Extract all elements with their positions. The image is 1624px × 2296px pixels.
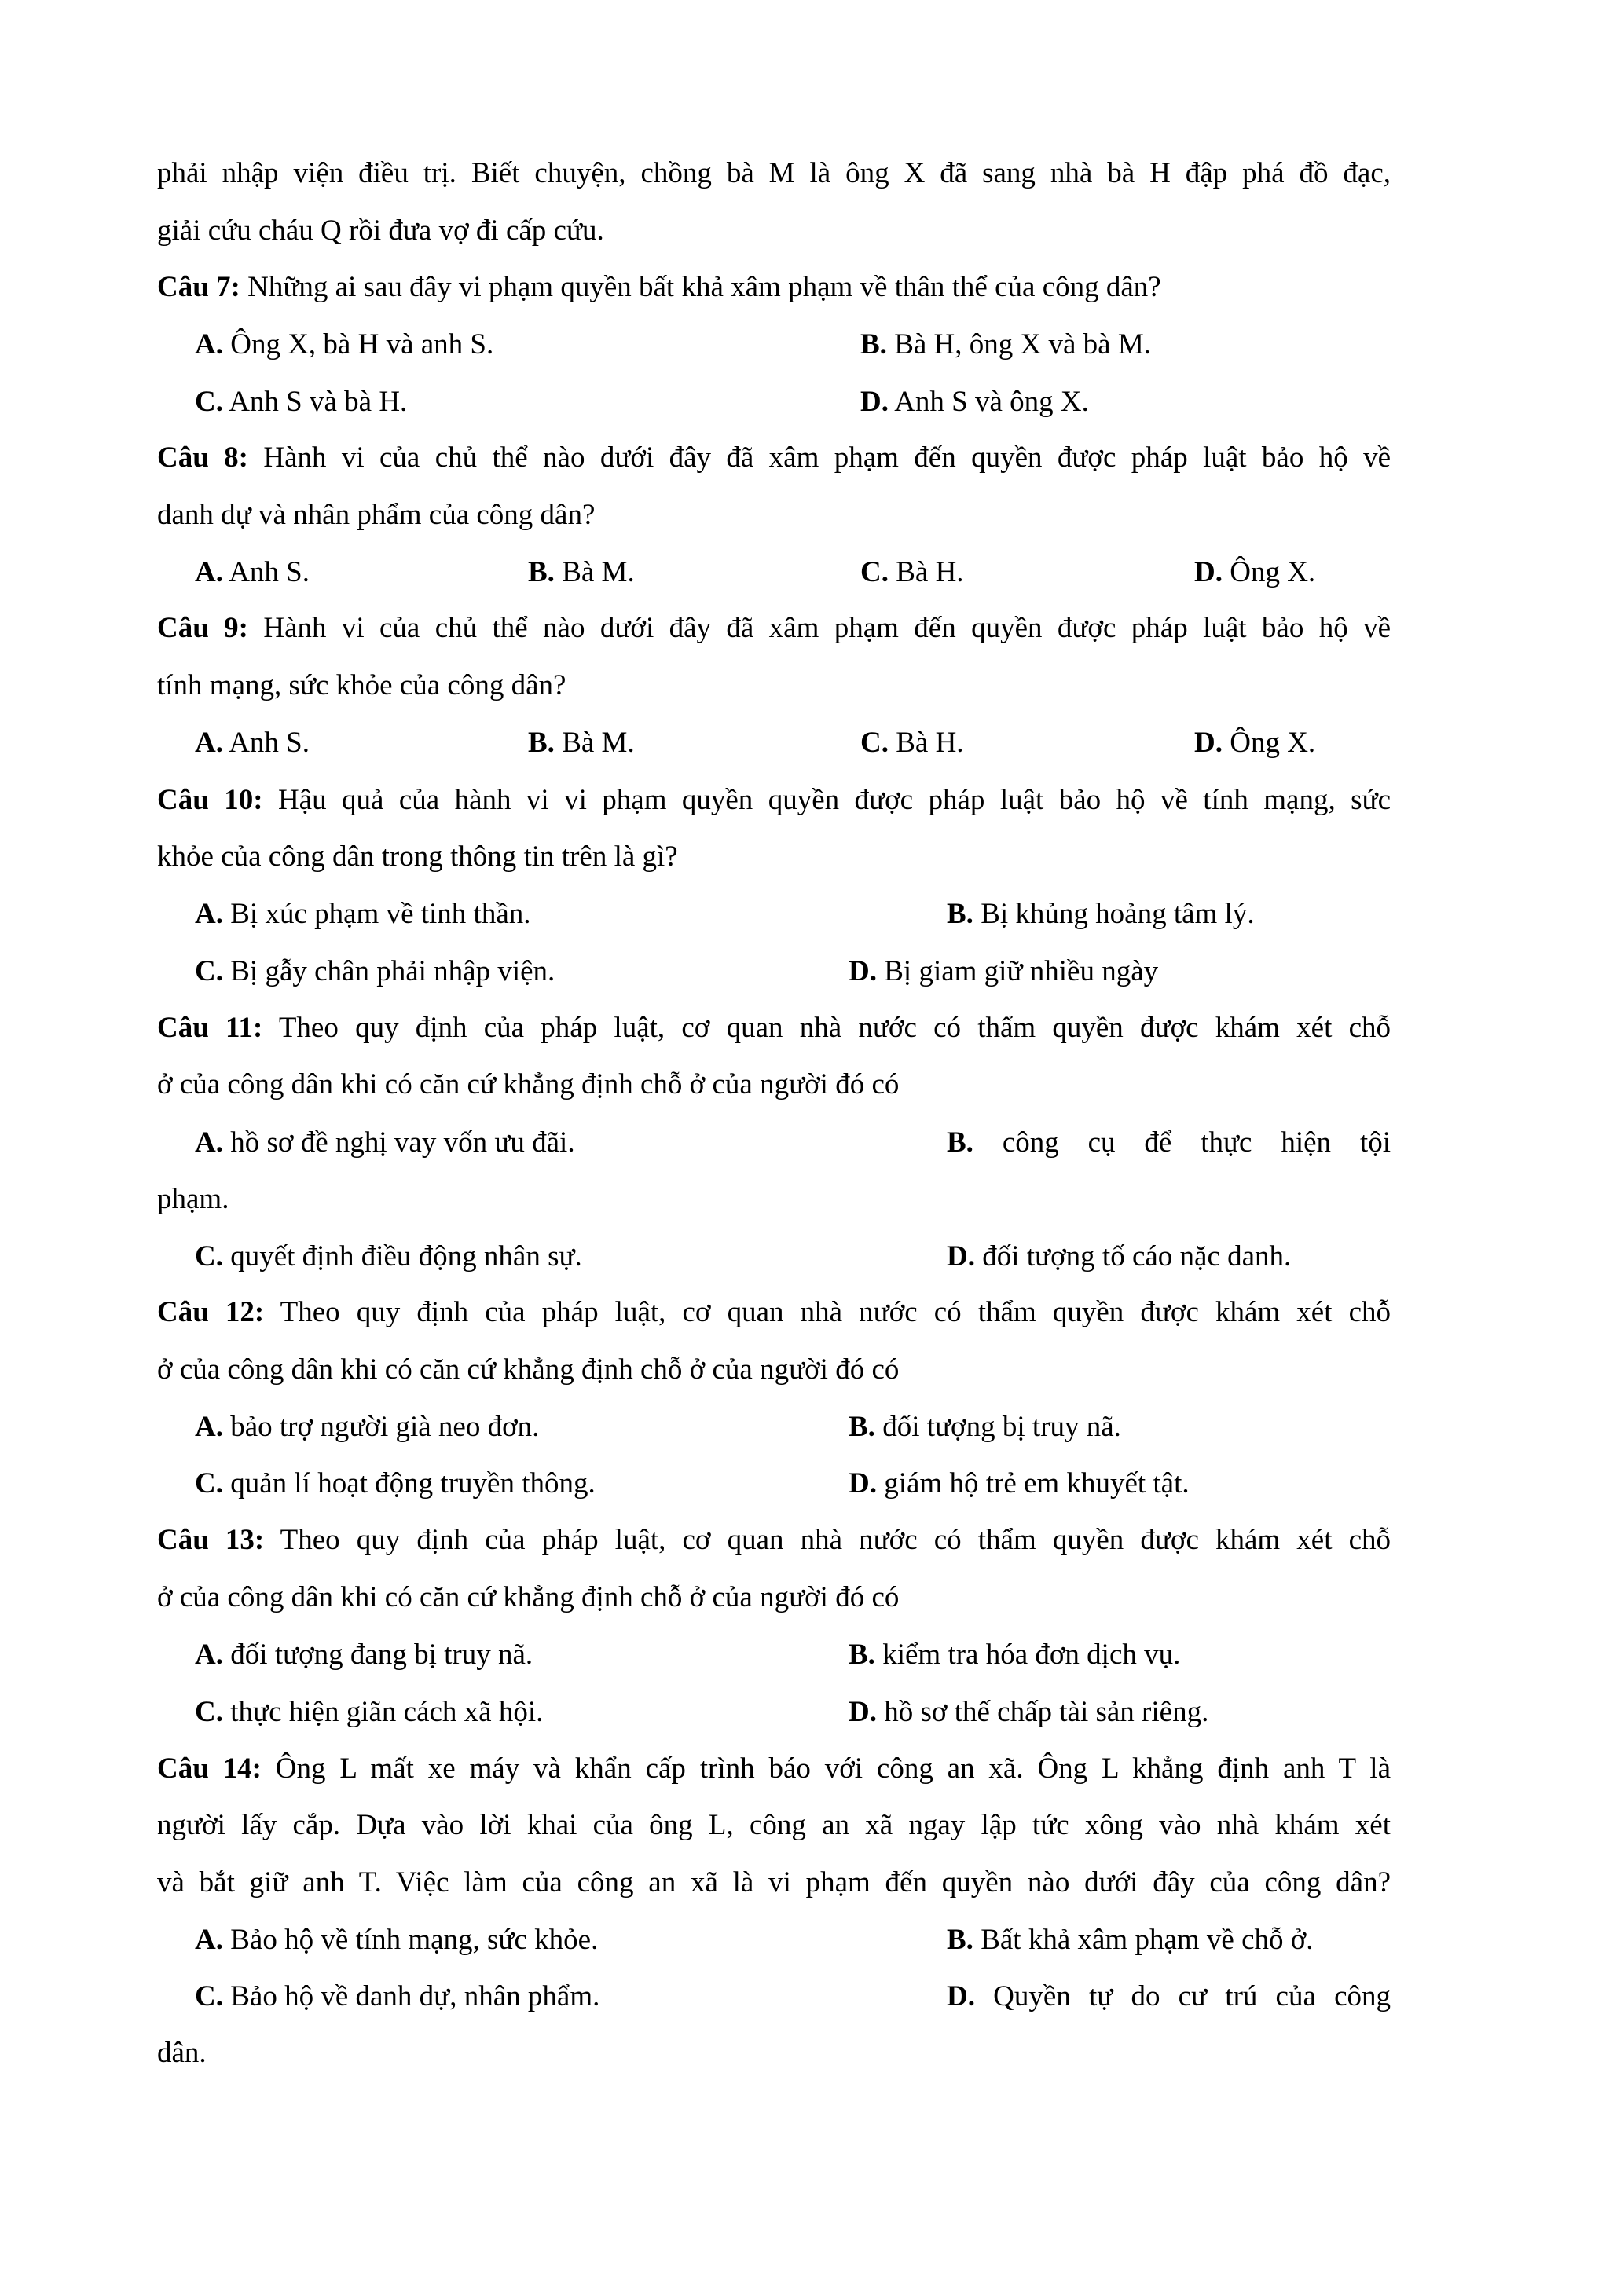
intro-line-2: giải cứu cháu Q rồi đưa vợ đi cấp cứu.: [157, 214, 604, 247]
question-10-line-2: khỏe của công dân trong thông tin trên là gì?: [157, 840, 678, 873]
question-14-line-3: và bắt giữ anh T. Việc làm của công an xã là vi phạm đến quyền nào dưới đây của công dân?: [157, 1866, 1391, 1899]
option-text: Bà M.: [554, 556, 635, 588]
option-8-c: [860, 558, 964, 587]
option-13-a: [195, 1640, 533, 1669]
option-text: Bị gẫy chân phải nhập viện.: [222, 955, 555, 987]
option-letter: C.: [860, 727, 889, 759]
option-letter: D.: [860, 386, 889, 418]
question-text: Theo quy định của pháp luật, cơ quan nhà nước có thẩm quyền được khám xét chỗ: [264, 1524, 1391, 1556]
option-letter: A.: [195, 898, 223, 930]
option-10-b: [947, 899, 1255, 928]
option-letter: C.: [195, 1240, 223, 1273]
option-text: Ông X.: [1222, 727, 1316, 759]
question-8-line-2: danh dự và nhân phẩm của công dân?: [157, 499, 596, 531]
option-letter: D.: [849, 1467, 877, 1500]
option-text: đối tượng đang bị truy nã.: [222, 1639, 533, 1671]
option-13-c: [195, 1697, 543, 1727]
question-label: Câu 12:: [157, 1296, 265, 1328]
question-14: [157, 1754, 1391, 1783]
question-9: [157, 613, 1391, 643]
option-text: Quyền tự do cư trú của công: [974, 1980, 1391, 2012]
option-8-a: [195, 558, 310, 587]
option-11-a: [195, 1128, 575, 1157]
option-text: quyết định điều động nhân sự.: [222, 1240, 582, 1273]
question-12: [157, 1298, 1391, 1327]
option-letter: D.: [1194, 727, 1223, 759]
option-text: đối tượng bị truy nã.: [874, 1411, 1121, 1443]
option-7-b: [860, 330, 1151, 359]
question-14-line-2: người lấy cắp. Dựa vào lời khai của ông L, công an xã ngay lập tức xông vào nhà khám xét: [157, 1809, 1391, 1841]
option-letter: C.: [195, 1696, 223, 1728]
option-text: Bị xúc phạm về tinh thần.: [222, 898, 531, 930]
option-7-d: [860, 387, 1089, 416]
option-text: Anh S.: [222, 556, 310, 588]
option-text: Bà M.: [554, 727, 635, 759]
option-text: Bị khủng hoảng tâm lý.: [973, 898, 1255, 930]
option-letter: A.: [195, 727, 223, 759]
option-letter: A.: [195, 1126, 223, 1159]
question-text: Theo quy định của pháp luật, cơ quan nhà nước có thẩm quyền được khám xét chỗ: [264, 1296, 1391, 1328]
option-12-d: [849, 1469, 1190, 1498]
option-text: kiểm tra hóa đơn dịch vụ.: [874, 1639, 1181, 1671]
option-14-a: [195, 1925, 598, 1954]
option-7-a: [195, 330, 493, 359]
option-text: Bà H.: [888, 727, 964, 759]
option-text: Bảo hộ về tính mạng, sức khỏe.: [222, 1924, 599, 1956]
question-label: Câu 7:: [157, 271, 240, 303]
question-13-line-2: ở của công dân khi có căn cứ khẳng định chỗ ở của người đó có: [157, 1581, 900, 1613]
option-text: Bà H.: [888, 556, 964, 588]
question-label: Câu 9:: [157, 612, 248, 644]
question-label: Câu 11:: [157, 1012, 263, 1044]
option-14-d: [947, 1982, 1391, 2011]
option-text: bảo trợ người già neo đơn.: [222, 1411, 540, 1443]
question-text: Hậu quả của hành vi vi phạm quyền quyền được pháp luật bảo hộ về tính mạng, sức: [262, 784, 1391, 816]
option-13-b: [849, 1640, 1180, 1669]
option-letter: B.: [528, 556, 555, 588]
option-11-c: [195, 1242, 582, 1271]
option-14-b: [947, 1925, 1314, 1954]
option-9-d: [1194, 728, 1315, 757]
option-text: giám hộ trẻ em khuyết tật.: [876, 1467, 1190, 1500]
option-letter: B.: [849, 1411, 875, 1443]
question-11-line-2: ở của công dân khi có căn cứ khẳng định chỗ ở của người đó có: [157, 1068, 900, 1100]
question-text: Ông L mất xe máy và khẩn cấp trình báo với công an xã. Ông L khẳng định anh T là: [261, 1752, 1391, 1785]
option-text: Ông X.: [1222, 556, 1316, 588]
option-13-d: [849, 1697, 1208, 1727]
option-text: Bảo hộ về danh dự, nhân phẩm.: [222, 1980, 600, 2012]
question-label: Câu 8:: [157, 441, 248, 474]
option-text: Anh S và bà H.: [222, 386, 408, 418]
option-letter: D.: [849, 955, 877, 987]
option-letter: A.: [195, 1924, 223, 1956]
question-label: Câu 13:: [157, 1524, 265, 1556]
option-letter: B.: [947, 898, 973, 930]
question-13: [157, 1525, 1391, 1554]
option-11-b-continuation: phạm.: [157, 1183, 229, 1215]
option-10-a: [195, 899, 531, 928]
option-14-c: [195, 1982, 599, 2011]
option-text: quản lí hoạt động truyền thông.: [222, 1467, 596, 1500]
option-11-b: [947, 1128, 1391, 1157]
option-text: đối tượng tố cáo nặc danh.: [974, 1240, 1292, 1273]
question-label: Câu 14:: [157, 1752, 262, 1785]
option-text: thực hiện giãn cách xã hội.: [222, 1696, 544, 1728]
question-8: [157, 443, 1391, 472]
option-12-c: [195, 1469, 596, 1498]
option-12-b: [849, 1412, 1121, 1441]
option-letter: A.: [195, 328, 223, 361]
option-letter: A.: [195, 1639, 223, 1671]
question-10: [157, 785, 1391, 815]
question-text: Những ai sau đây vi phạm quyền bất khả xâm phạm về thân thể của công dân?: [240, 271, 1161, 303]
question-12-line-2: ở của công dân khi có căn cứ khẳng định chỗ ở của người đó có: [157, 1353, 900, 1386]
question-9-line-2: tính mạng, sức khỏe của công dân?: [157, 669, 566, 701]
option-10-d: [849, 957, 1158, 986]
option-9-b: [528, 728, 635, 757]
option-text: hồ sơ thế chấp tài sản riêng.: [876, 1696, 1209, 1728]
option-10-c: [195, 957, 555, 986]
option-text: Bà H, ông X và bà M.: [886, 328, 1151, 361]
option-letter: A.: [195, 1411, 223, 1443]
option-text: hồ sơ đề nghị vay vốn ưu đãi.: [222, 1126, 575, 1159]
option-letter: D.: [849, 1696, 877, 1728]
question-text: Hành vi của chủ thể nào dưới đây đã xâm phạm đến quyền được pháp luật bảo hộ về: [247, 441, 1391, 474]
option-7-c: [195, 387, 407, 416]
option-letter: B.: [849, 1639, 875, 1671]
option-8-b: [528, 558, 635, 587]
question-label: Câu 10:: [157, 784, 263, 816]
option-letter: B.: [528, 727, 555, 759]
option-letter: B.: [947, 1126, 973, 1159]
question-text: Theo quy định của pháp luật, cơ quan nhà nước có thẩm quyền được khám xét chỗ: [262, 1012, 1391, 1044]
option-12-a: [195, 1412, 539, 1441]
question-7: [157, 273, 1391, 302]
option-letter: B.: [860, 328, 887, 361]
option-text: Bị giam giữ nhiều ngày: [876, 955, 1159, 987]
intro-line-1: phải nhập viện điều trị. Biết chuyện, chồng bà M là ông X đã sang nhà bà H đập phá đồ đạc,: [157, 157, 1391, 189]
option-text: Anh S.: [222, 727, 310, 759]
option-letter: C.: [195, 1980, 223, 2012]
option-letter: D.: [1194, 556, 1223, 588]
option-letter: B.: [947, 1924, 973, 1956]
option-9-a: [195, 728, 310, 757]
option-letter: D.: [947, 1980, 975, 2012]
option-letter: D.: [947, 1240, 975, 1273]
option-letter: A.: [195, 556, 223, 588]
option-8-d: [1194, 558, 1315, 587]
option-11-d: [947, 1242, 1291, 1271]
option-letter: C.: [195, 955, 223, 987]
option-text: Anh S và ông X.: [888, 386, 1089, 418]
option-letter: C.: [195, 1467, 223, 1500]
option-letter: C.: [195, 386, 223, 418]
option-text: Ông X, bà H và anh S.: [222, 328, 494, 361]
question-11: [157, 1013, 1391, 1042]
option-text: công cụ để thực hiện tội: [973, 1126, 1391, 1159]
option-14-d-continuation: dân.: [157, 2037, 207, 2069]
option-text: Bất khả xâm phạm về chỗ ở.: [973, 1924, 1314, 1956]
question-text: Hành vi của chủ thể nào dưới đây đã xâm phạm đến quyền được pháp luật bảo hộ về: [247, 612, 1391, 644]
option-letter: C.: [860, 556, 889, 588]
option-9-c: [860, 728, 964, 757]
